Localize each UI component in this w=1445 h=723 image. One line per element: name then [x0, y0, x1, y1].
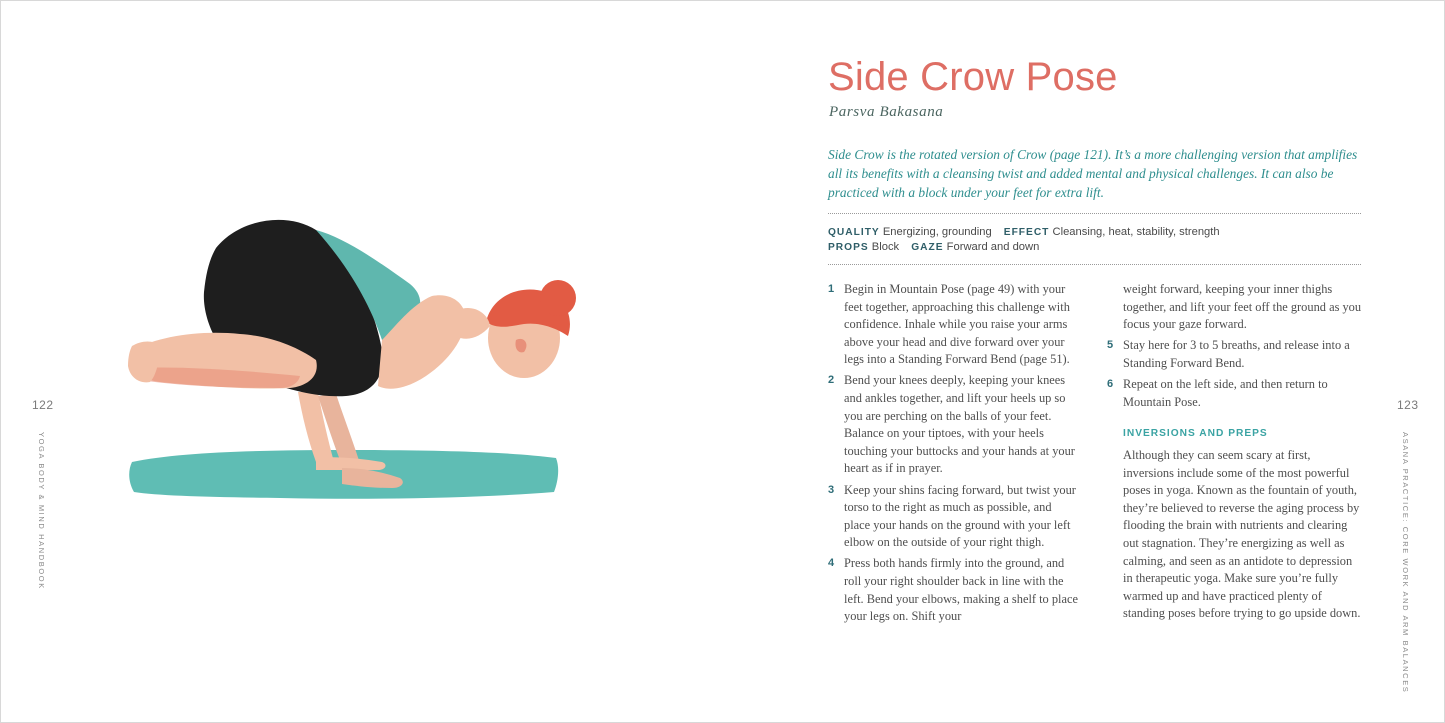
inversions-heading: INVERSIONS AND PREPS — [1123, 428, 1268, 439]
gaze-value: Forward and down — [946, 241, 1040, 253]
quality-value: Energizing, grounding — [882, 226, 992, 238]
step-item — [828, 555, 1078, 625]
step-number: 5 — [1107, 339, 1114, 352]
left-running-head: YOGA BODY & MIND HANDBOOK — [37, 432, 46, 590]
left-page-number: 122 — [32, 398, 54, 412]
step-text: weight forward, keeping your inner thighs together, and lift your feet off the ground as you focus your gaze forward. — [1123, 282, 1362, 332]
props-label: PROPS — [828, 242, 869, 253]
steps-column-1 — [828, 281, 1078, 629]
step-item — [1107, 376, 1362, 411]
meta-row-2 — [828, 241, 1039, 253]
step-number: 6 — [1107, 377, 1114, 390]
effect-value: Cleansing, heat, stability, strength — [1052, 226, 1220, 238]
step-number: 3 — [828, 483, 835, 496]
step-number: 2 — [828, 374, 835, 387]
step-number: 4 — [828, 557, 835, 570]
step-item-continued — [1107, 281, 1362, 334]
step-number: 1 — [828, 283, 835, 295]
divider-bottom — [828, 264, 1361, 265]
step-item — [828, 372, 1078, 478]
step-text: Bend your knees deeply, keeping your knees and ankles together, and lift your heels up so you are perching on the balls of your feet. Balance on your tiptoes, with your heels touching your buttocks and your hands at your heart as if in prayer. — [844, 373, 1075, 476]
props-value: Block — [871, 241, 900, 253]
divider-top — [828, 213, 1361, 214]
step-item — [828, 482, 1078, 552]
right-running-head: ASANA PRACTICE: CORE WORK AND ARM BALANCES — [1401, 432, 1410, 694]
gaze-label: GAZE — [911, 242, 944, 253]
step-text: Repeat on the left side, and then return to Mountain Pose. — [1123, 376, 1328, 409]
step-text: Keep your shins facing forward, but twist your torso to the right as much as possible, and place your hands on the ground with your left elbow on the outside of your right thigh. — [844, 482, 1076, 550]
pose-intro: Side Crow is the rotated version of Crow (page 121). It’s a more challenging version that amplifies all its benefits with a cleansing twist and added mental and physical challenges. It can also be practiced with a block under your feet for extra lift. — [828, 147, 1358, 200]
quality-label: QUALITY — [828, 227, 880, 238]
side-crow-illustration — [120, 200, 580, 510]
step-item — [828, 281, 1078, 369]
hair-bun — [540, 280, 576, 316]
step-item — [1107, 337, 1362, 372]
step-text: Press both hands firmly into the ground, and roll your right shoulder back in line with the left. Bend your elbows, making a shelf to place your legs on. Shift your — [844, 556, 1078, 624]
neck — [456, 308, 490, 339]
right-page-number: 123 — [1397, 398, 1419, 412]
step-text: Begin in Mountain Pose (page 49) with your feet together, approaching this challenge with confidence. Inhale while you raise your arms above your head and dive forward over your legs into a Standing Forward Bend (page 51). — [844, 282, 1070, 367]
meta-row-1 — [828, 226, 1220, 238]
effect-label: EFFECT — [1003, 227, 1050, 238]
step-text: Stay here for 3 to 5 breaths, and release into a Standing Forward Bend. — [1123, 338, 1350, 370]
pose-title: Side Crow Pose — [828, 55, 1118, 99]
inversions-body: Although they can seem scary at first, inversions include some of the most powerful poses in yoga. Known as the fountain of youth, they’re believed to reverse the aging process by flooding the brain with nutrients and clearing out stagnation. They’re energizing as well as calming, and seen as an antidote to depression in therapeutic yoga. Make sure you’re fully warmed up and have practiced plenty of standing poses before trying to go upside down. — [1123, 448, 1361, 621]
pose-sanskrit-name: Parsva Bakasana — [829, 104, 944, 120]
steps-column-2 — [1107, 281, 1362, 415]
